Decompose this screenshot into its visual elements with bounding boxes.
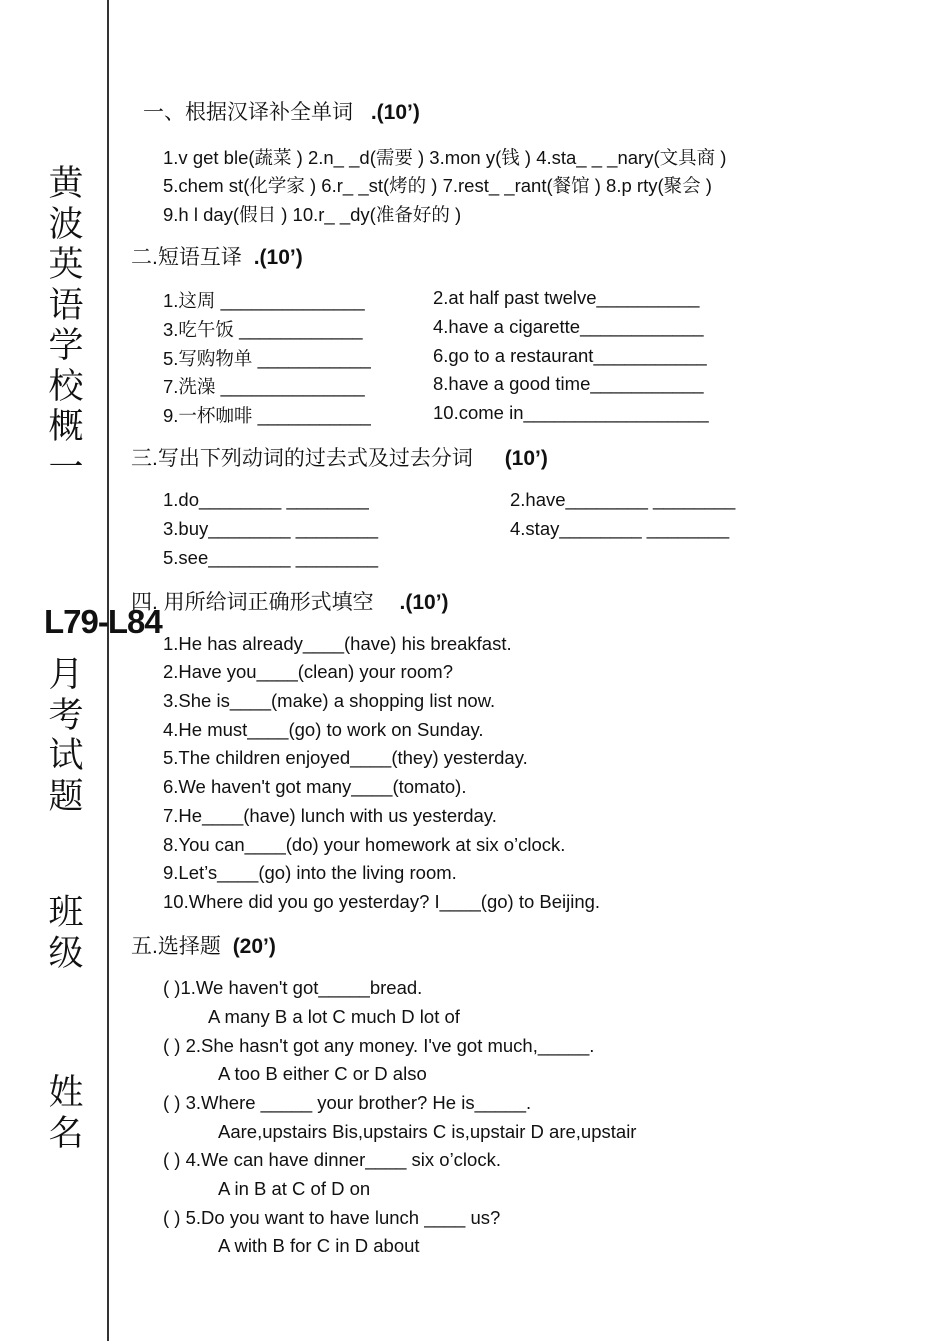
section-1-score: .(10’) xyxy=(370,101,420,124)
s4-line: 6.We haven't got many____(tomato). xyxy=(163,776,467,797)
section-2-score: .(10’) xyxy=(253,246,303,269)
s2-item-right: 2.at half past twelve__________ xyxy=(433,287,700,308)
s2-item-left: 5.写购物单 ___________ xyxy=(163,348,371,369)
s1-line: 9.h l day(假日 ) 10.r_ _dy(准备好的 ) xyxy=(163,204,462,225)
s5-options: A in B at C of D on xyxy=(218,1178,371,1199)
s5-options: A many B a lot C much D lot of xyxy=(208,1006,460,1027)
name-label-vertical: 姓名 xyxy=(48,1073,84,1154)
s2-item-left: 9.一杯咖啡 ___________ xyxy=(163,405,371,426)
s5-question: ( )1.We haven't got_____bread. xyxy=(163,977,423,998)
s3-item-left: 1.do________ ________ xyxy=(163,489,369,510)
s1-line: 1.v get ble(蔬菜 ) 2.n_ _d(需要 ) 3.mon y(钱 ) 4.sta_ _ _nary(文具商 ) xyxy=(163,147,727,168)
s4-line: 4.He must____(go) to work on Sunday. xyxy=(163,719,484,740)
section-5-score: (20’) xyxy=(232,935,276,958)
section-2-title: 二.短语互译 xyxy=(131,246,242,269)
exam-title-vertical: 月考试题 xyxy=(48,655,84,817)
s4-line: 7.He____(have) lunch with us yesterday. xyxy=(163,805,497,826)
s3-item-left: 5.see________ ________ xyxy=(163,547,379,568)
s5-question: ( ) 4.We can have dinner____ six o’clock. xyxy=(163,1149,501,1170)
s5-options: A with B for C in D about xyxy=(218,1235,420,1256)
s1-line: 5.chem st(化学家 ) 6.r_ _st(烤的 ) 7.rest_ _rant(餐馆 ) 8.p rty(聚会 ) xyxy=(163,175,712,196)
margin-line xyxy=(107,0,109,1341)
s5-question: ( ) 3.Where _____ your brother? He is_____. xyxy=(163,1092,532,1113)
s4-line: 10.Where did you go yesterday? I____(go) to Beijing. xyxy=(163,891,601,912)
s2-item-left: 7.洗澡 ______________ xyxy=(163,376,365,397)
section-4-heading xyxy=(131,586,449,616)
section-5-title: 五.选择题 xyxy=(131,935,221,958)
s2-item-right: 8.have a good time___________ xyxy=(433,373,704,394)
s2-item-right: 4.have a cigarette____________ xyxy=(433,316,704,337)
s2-item-left: 3.吃午饭 ____________ xyxy=(163,319,363,340)
s4-line: 3.She is____(make) a shopping list now. xyxy=(163,690,496,711)
lesson-code: L79-L84 xyxy=(44,603,162,640)
section-4-title: 四. 用所给词正确形式填空 xyxy=(131,591,374,614)
s5-question: ( ) 5.Do you want to have lunch ____ us? xyxy=(163,1207,501,1228)
class-label-vertical: 班级 xyxy=(48,893,84,974)
s4-line: 5.The children enjoyed____(they) yesterday. xyxy=(163,747,528,768)
s4-line: 9.Let’s____(go) into the living room. xyxy=(163,862,457,883)
section-2-heading xyxy=(131,241,303,271)
section-5-heading xyxy=(131,930,276,960)
section-3-heading xyxy=(131,442,548,472)
s5-options: A too B either C or D also xyxy=(218,1063,427,1084)
s2-item-right: 6.go to a restaurant___________ xyxy=(433,345,707,366)
school-name-vertical: 黄波英语学校概一 xyxy=(48,164,84,488)
s5-options: Aare,upstairs Bis,upstairs C is,upstair D are,upstair xyxy=(218,1121,637,1142)
s3-item-left: 3.buy________ ________ xyxy=(163,518,379,539)
s2-item-left: 1.这周 ______________ xyxy=(163,290,365,311)
section-4-score: .(10’) xyxy=(399,591,449,614)
section-1-title: 一、根据汉译补全单词 xyxy=(143,101,353,124)
s4-line: 2.Have you____(clean) your room? xyxy=(163,661,453,682)
s4-line: 1.He has already____(have) his breakfast. xyxy=(163,633,512,654)
s3-item-right: 2.have________ ________ xyxy=(510,489,736,510)
s4-line: 8.You can____(do) your homework at six o’clock. xyxy=(163,834,566,855)
section-3-score: (10’) xyxy=(504,447,548,470)
s3-item-right: 4.stay________ ________ xyxy=(510,518,730,539)
s5-question: ( ) 2.She hasn't got any money. I've got much,_____. xyxy=(163,1035,595,1056)
section-1-heading xyxy=(143,96,420,126)
s2-item-right: 10.come in__________________ xyxy=(433,402,709,423)
section-3-title: 三.写出下列动词的过去式及过去分词 xyxy=(131,447,473,470)
